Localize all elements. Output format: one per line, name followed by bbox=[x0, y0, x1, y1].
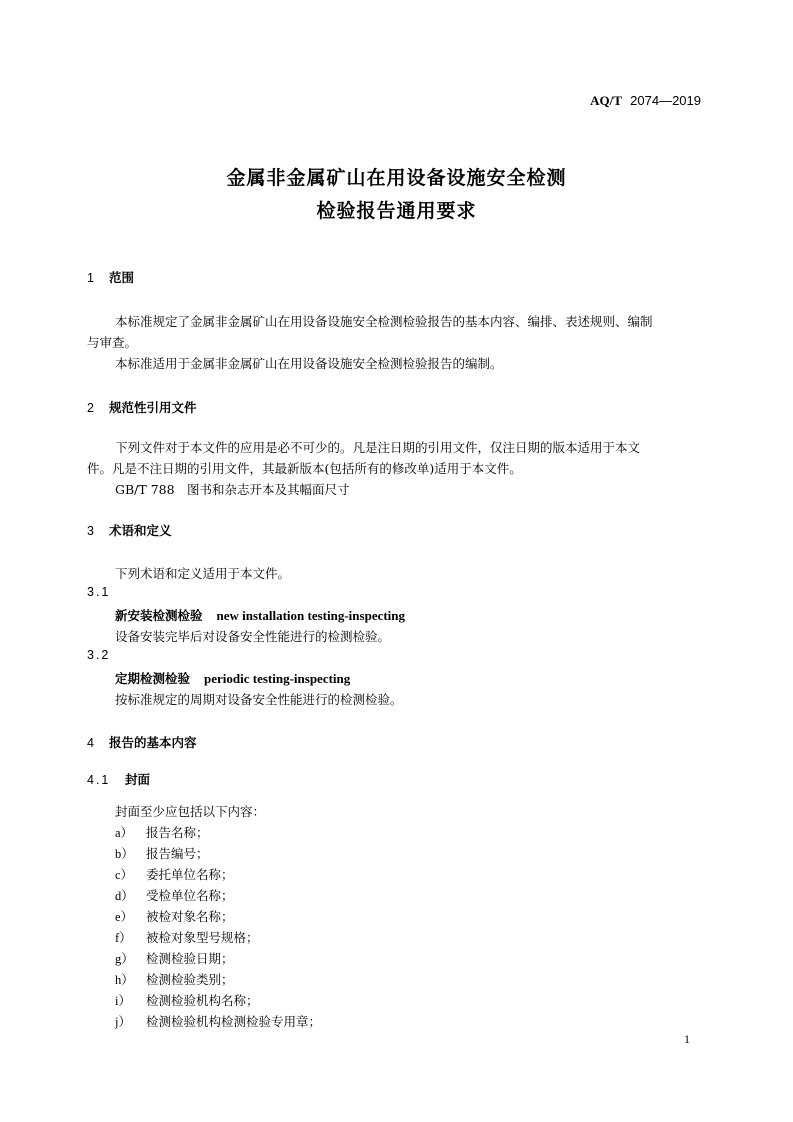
list-item: j） 检测检验机构检测检验专用章； bbox=[115, 1014, 322, 1029]
term-entry: 新安装检测检验 new installation testing-inspecting bbox=[115, 608, 406, 623]
standard-prefix: AQ/T bbox=[590, 93, 622, 108]
section-4-heading: 4 报告的基本内容 bbox=[87, 735, 197, 750]
document-title-line-1: 金属非金属矿山在用设备设施安全检测 bbox=[226, 167, 567, 189]
paragraph: 与审查。 bbox=[87, 335, 138, 350]
section-2-heading: 2 规范性引用文件 bbox=[87, 400, 197, 415]
list-item: b） 报告编号； bbox=[115, 846, 209, 861]
paragraph: 件。凡是不注日期的引用文件，其最新版本(包括所有的修改单)适用于本文件。 bbox=[87, 461, 522, 476]
paragraph: 本标准规定了金属非金属矿山在用设备设施安全检测检验报告的基本内容、编排、表述规则、编制 bbox=[115, 314, 653, 329]
list-item: g） 检测检验日期； bbox=[115, 951, 234, 966]
page-number: 1 bbox=[684, 1032, 690, 1046]
term-number: 3.1 bbox=[87, 585, 111, 599]
term-definition: 设备安装完毕后对设备安全性能进行的检测检验。 bbox=[115, 629, 391, 644]
paragraph: 下列文件对于本文件的应用是必不可少的。凡是注日期的引用文件，仅注日期的版本适用于本文 bbox=[115, 440, 641, 455]
list-item: i） 检测检验机构名称； bbox=[115, 993, 259, 1008]
standard-number bbox=[590, 93, 701, 109]
section-1-heading: 1 范围 bbox=[87, 270, 135, 285]
section-3-heading: 3 术语和定义 bbox=[87, 523, 172, 538]
document-title-line-2: 检验报告通用要求 bbox=[316, 200, 477, 222]
normative-reference: GB/T 788 图书和杂志开本及其幅面尺寸 bbox=[115, 482, 350, 497]
term-number: 3.2 bbox=[87, 648, 111, 662]
term-definition: 按标准规定的周期对设备安全性能进行的检测检验。 bbox=[115, 692, 403, 707]
list-item: h） 检测检验类别； bbox=[115, 972, 234, 987]
term-entry: 定期检测检验 periodic testing-inspecting bbox=[115, 671, 351, 686]
list-item: f） 被检对象型号规格； bbox=[115, 930, 259, 945]
paragraph: 本标准适用于金属非金属矿山在用设备设施安全检测检验报告的编制。 bbox=[115, 356, 503, 371]
paragraph: 下列术语和定义适用于本文件。 bbox=[115, 566, 291, 581]
list-item: d） 受检单位名称； bbox=[115, 888, 234, 903]
paragraph: 封面至少应包括以下内容： bbox=[115, 804, 266, 819]
list-item: c） 委托单位名称； bbox=[115, 867, 234, 882]
list-item: a） 报告名称； bbox=[115, 825, 209, 840]
standard-code: 2074—2019 bbox=[630, 93, 701, 108]
list-item: e） 被检对象名称； bbox=[115, 909, 234, 924]
subsection-4-1-heading: 4.1 封面 bbox=[87, 772, 151, 787]
